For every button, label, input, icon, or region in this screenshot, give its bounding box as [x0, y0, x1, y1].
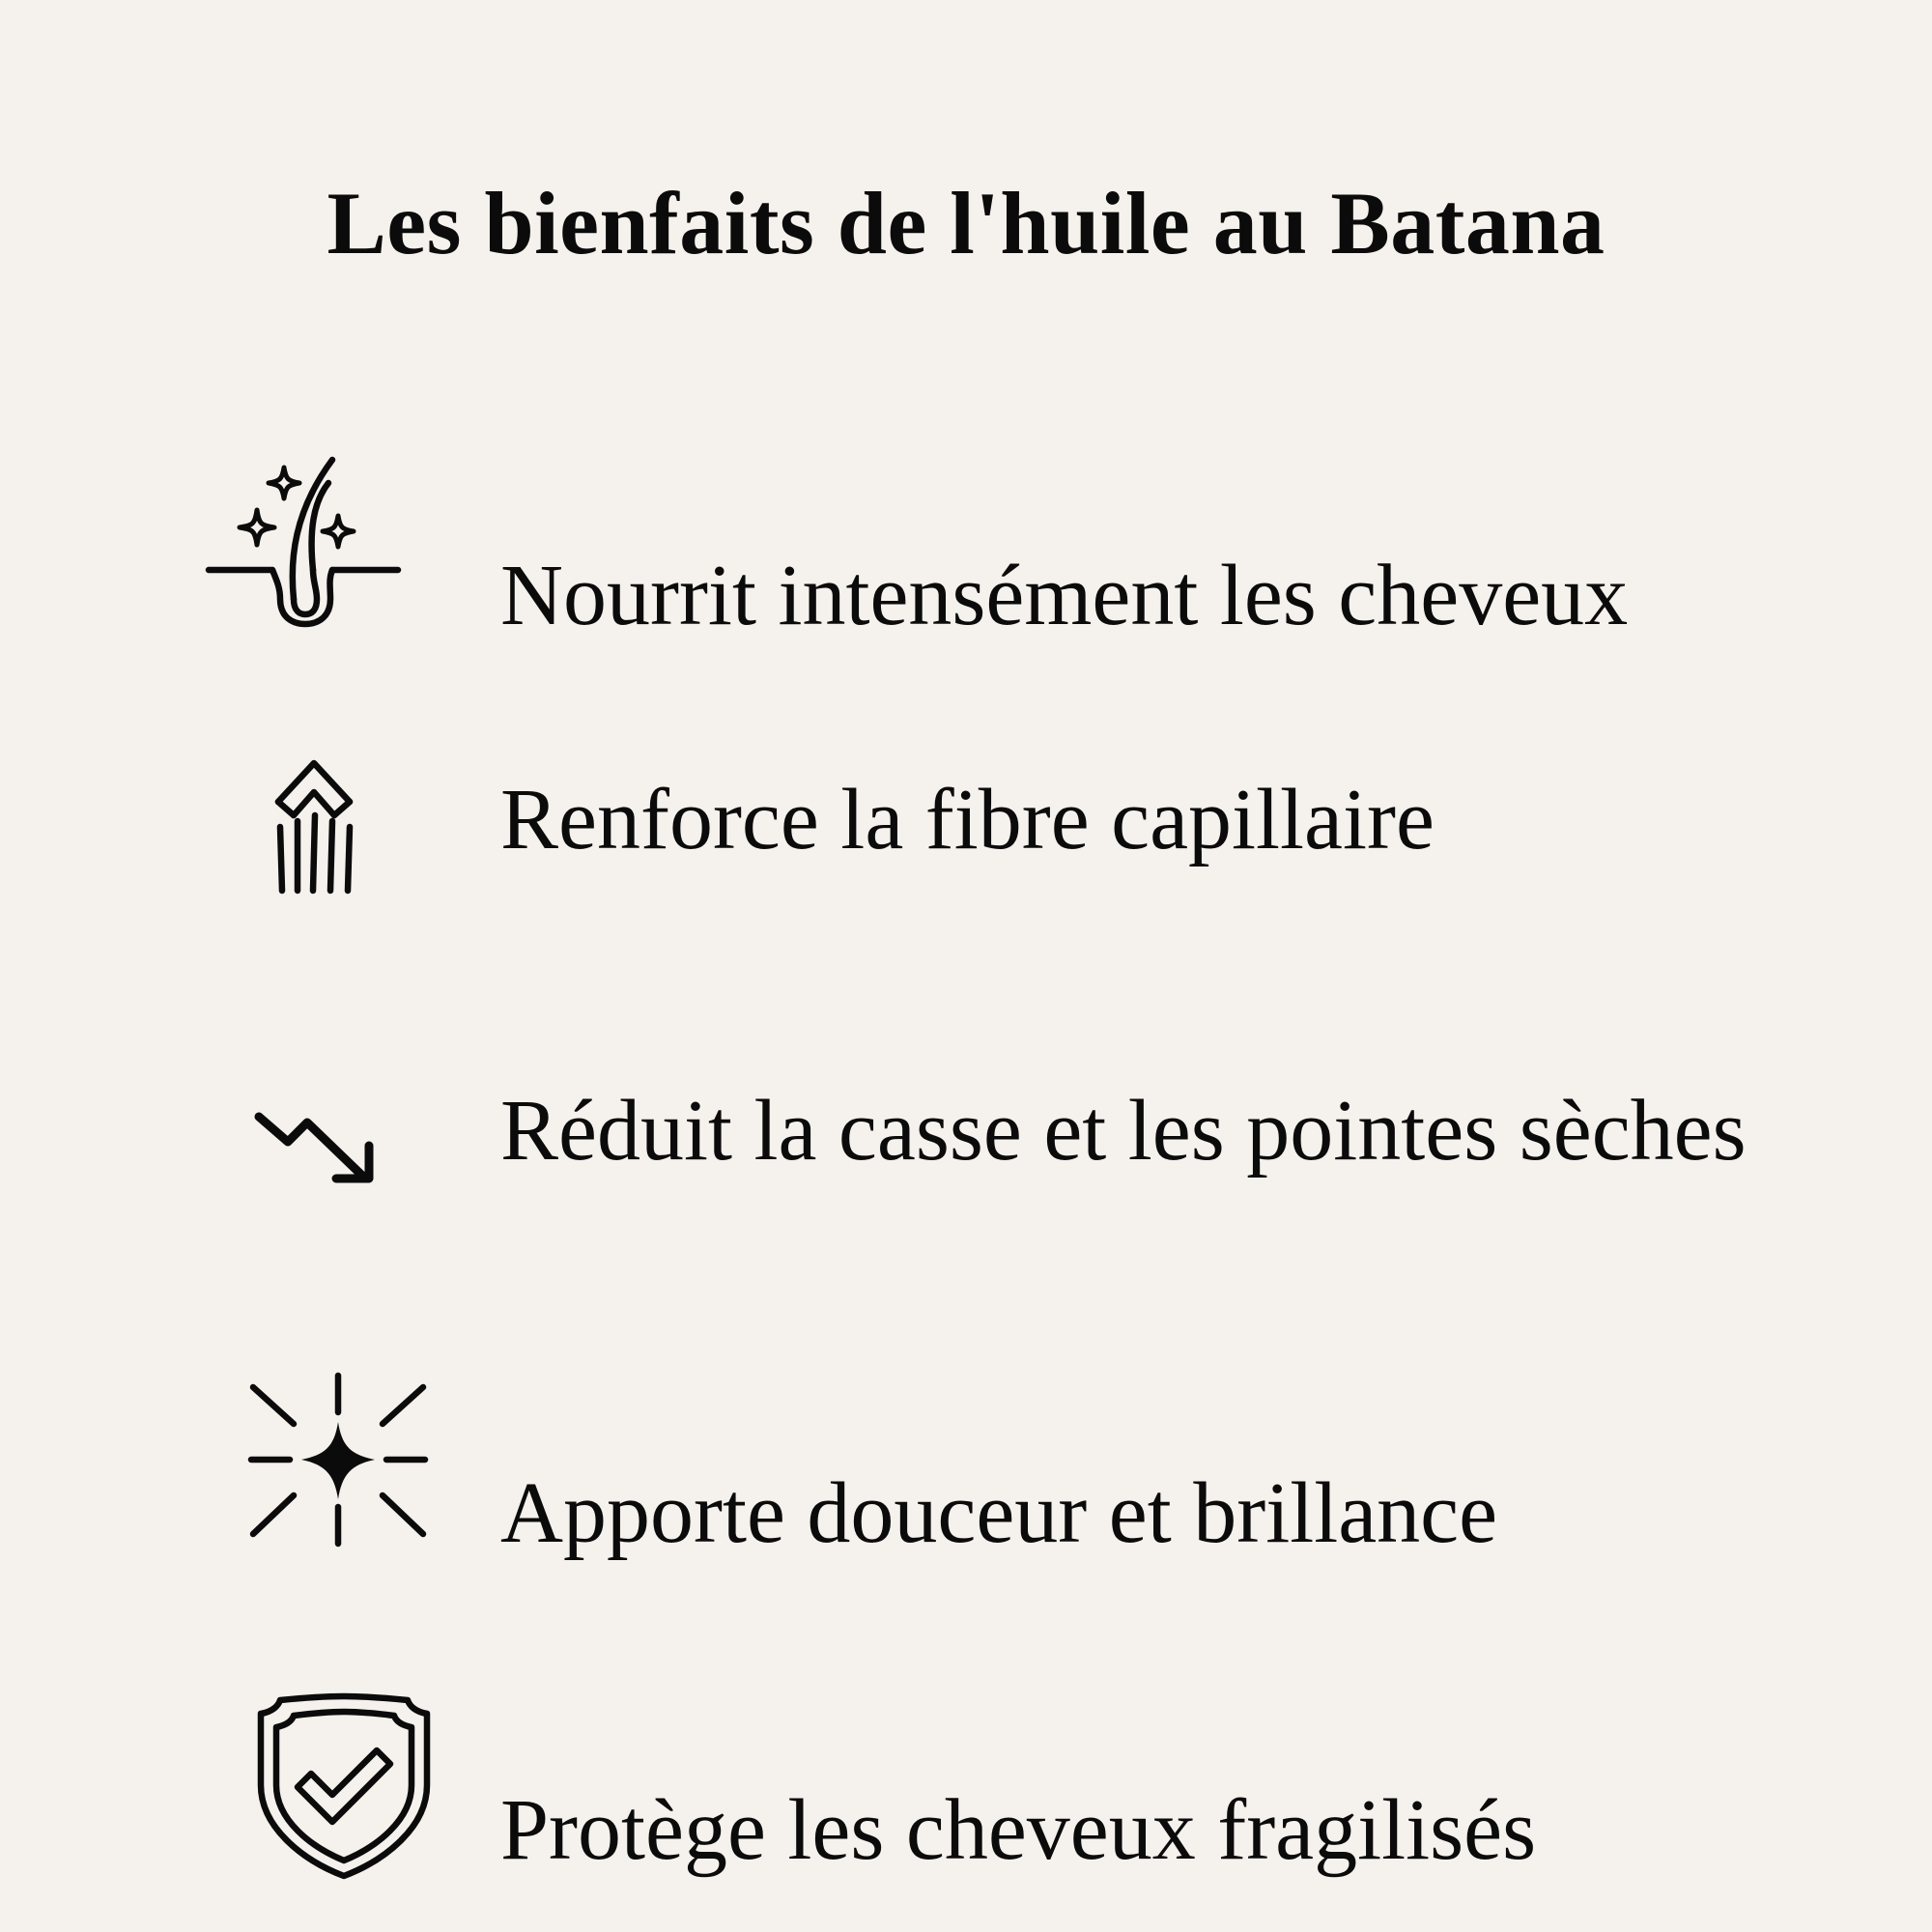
benefit-label: Renforce la fibre capillaire: [500, 772, 1435, 867]
benefit-item-reduce-breakage: [0, 1083, 1932, 1198]
trend-down-arrow-icon: [253, 1109, 379, 1186]
benefit-item-strengthen: [0, 753, 1932, 898]
benefit-item-nourish: [0, 454, 1932, 643]
hair-follicle-sparkle-icon: [205, 454, 402, 628]
benefit-item-protect: [0, 1690, 1932, 1884]
shine-sparkle-icon: [247, 1368, 429, 1551]
benefit-label: Réduit la casse et les pointes sèches: [500, 1083, 1747, 1179]
page-title: Les bienfaits de l'huile au Batana: [327, 174, 1605, 272]
benefit-item-softness-shine: [0, 1362, 1932, 1561]
upward-arrow-strength-icon: [272, 759, 355, 895]
benefit-label: Nourrit intensément les cheveux: [500, 548, 1629, 643]
benefit-label: Apporte douceur et brillance: [500, 1465, 1498, 1561]
shield-check-icon: [255, 1692, 433, 1880]
benefit-label: Protège les cheveux fragilisés: [500, 1782, 1537, 1878]
